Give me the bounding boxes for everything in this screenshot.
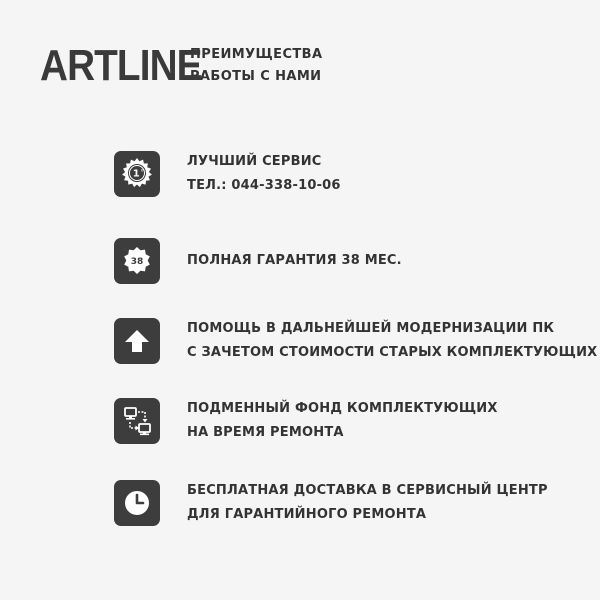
warranty-badge-number: 38 (130, 257, 144, 268)
feature-line-1: ПОМОЩЬ В ДАЛЬНЕЙШЕЙ МОДЕРНИЗАЦИИ ПК (187, 321, 555, 336)
feature-line-1: БЕСПЛАТНАЯ ДОСТАВКА В СЕРВИСНЫЙ ЦЕНТР (187, 483, 548, 498)
tagline-line-1: ПРЕИМУЩЕСТВА (190, 47, 323, 62)
feature-best-service (114, 150, 584, 198)
feature-line-1: ПОЛНАЯ ГАРАНТИЯ 38 МЕС. (187, 253, 402, 268)
header (40, 40, 322, 92)
award-badge-number: 1 (132, 168, 140, 180)
feature-text (187, 397, 498, 445)
feature-line-2: НА ВРЕМЯ РЕМОНТА (187, 425, 344, 440)
feature-text (187, 317, 597, 365)
artline-logo: ARTLINE (40, 41, 202, 90)
tagline (190, 44, 322, 88)
tagline-line-2: РАБОТЫ С НАМИ (190, 69, 322, 84)
upgrade-arrow-icon (114, 318, 160, 364)
feature-replacement-fund (114, 397, 584, 445)
award-badge-superscript: o (141, 167, 144, 173)
warranty-seal-icon (114, 238, 160, 284)
feature-text (187, 479, 548, 527)
feature-text (187, 249, 402, 273)
feature-line-1: ЛУЧШИЙ СЕРВИС (187, 154, 322, 169)
feature-line-2: ДЛЯ ГАРАНТИЙНОГО РЕМОНТА (187, 507, 427, 522)
feature-line-2: ТЕЛ.: 044-338-10-06 (187, 178, 341, 193)
feature-line-2: С ЗАЧЕТОМ СТОИМОСТИ СТАРЫХ КОМПЛЕКТУЮЩИХ (187, 345, 598, 360)
feature-text (187, 150, 341, 198)
feature-upgrade (114, 317, 598, 365)
feature-line-1: ПОДМЕННЫЙ ФОНД КОМПЛЕКТУЮЩИХ (187, 401, 498, 416)
feature-warranty (114, 238, 584, 284)
clock-icon (114, 480, 160, 526)
award-badge-icon (114, 151, 160, 197)
swap-computers-icon (114, 398, 160, 444)
feature-free-delivery (114, 479, 584, 527)
